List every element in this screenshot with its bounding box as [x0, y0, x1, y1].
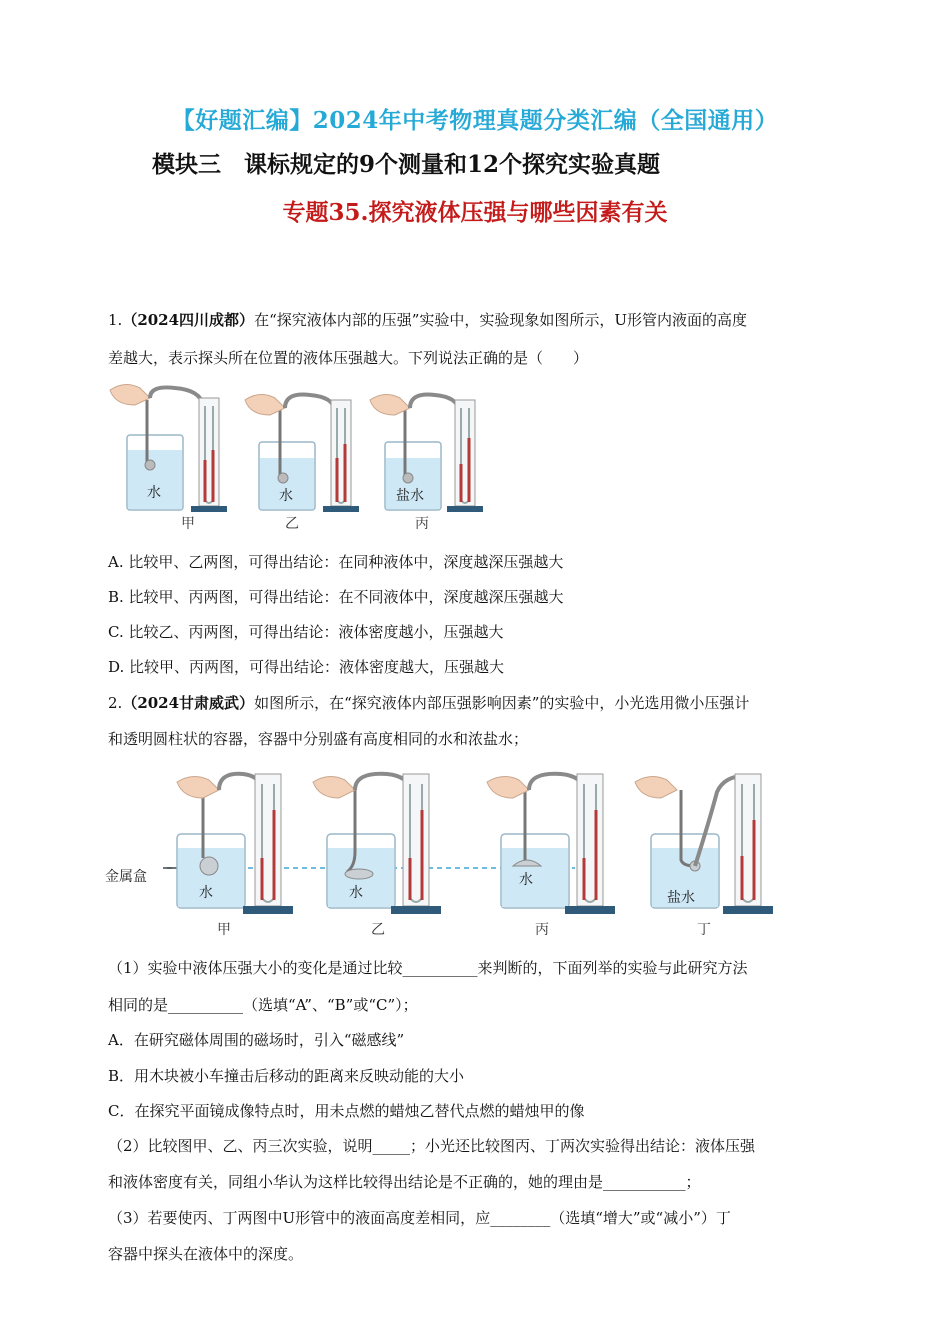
q1-number: 1.	[108, 311, 123, 329]
q1-panel-jia	[110, 384, 227, 532]
q1-figure	[105, 380, 505, 540]
q1-option-b: B. 比较甲、丙两图，可得出结论：在不同液体中，深度越深压强越大	[108, 588, 564, 606]
q2-panel-ding	[635, 774, 773, 938]
q1-option-c: C. 比较乙、丙两图，可得出结论：液体密度越小，压强越大	[108, 623, 504, 641]
q1-liquid-bing: 盐水	[396, 488, 424, 504]
q2-option-a: A．在研究磁体周围的磁场时，引入“磁感线”	[108, 1031, 405, 1049]
q1-panel-bing	[370, 394, 483, 532]
q2-source: （2024甘肃威武）	[122, 694, 255, 712]
q2-label-jia: 甲	[217, 922, 231, 938]
q2-figure	[105, 762, 825, 947]
q1-label-jia: 甲	[181, 516, 195, 532]
q1-label-yi: 乙	[285, 516, 299, 532]
module-title: 模块三 课标规定的9个测量和12个探究实验真题	[152, 151, 661, 178]
q2-panel-yi	[313, 774, 441, 938]
q2-stem-line1	[108, 693, 848, 713]
q2-stem-line2: 和透明圆柱状的容器，容器中分别盛有高度相同的水和浓盐水；	[108, 730, 529, 748]
q1-liquid-yi: 水	[279, 488, 293, 504]
q2-option-b: B．用木块被小车撞击后移动的距离来反映动能的大小	[108, 1067, 465, 1085]
metal-box-callout: 金属盒	[105, 869, 147, 885]
q2-label-bing: 丙	[535, 922, 549, 938]
q2-liquid-bing: 水	[519, 872, 533, 888]
q1-label-bing: 丙	[415, 516, 429, 532]
q1-source: （2024四川成都）	[122, 311, 255, 329]
q2-number: 2.	[108, 694, 123, 712]
collection-title: 【好题汇编】2024年中考物理真题分类汇编（全国通用）	[171, 107, 779, 134]
q2-line-7: 和液体密度有关，同组小华认为这样比较得出结论是不正确的，她的理由是___________；	[108, 1173, 701, 1191]
q2-panel-bing	[487, 774, 615, 938]
q2-line-8: （3）若要使丙、丁两图中U形管中的液面高度差相同，应________（选填“增大”或“减小”）丁	[108, 1209, 731, 1227]
topic-title: 专题35.探究液体压强与哪些因素有关	[282, 199, 668, 226]
q1-text-a: 在“探究液体内部的压强”实验中，实验现象如图所示，U形管内液面的高度	[254, 311, 748, 329]
q2-line-6: （2）比较图甲、乙、丙三次实验，说明_____；小光还比较图丙、丁两次实验得出结论：液体压强	[108, 1137, 756, 1155]
q2-panel-jia	[177, 774, 293, 938]
q2-liquid-jia: 水	[199, 885, 213, 901]
q1-stem-line2: 差越大，表示探头所在位置的液体压强越大。下列说法正确的是（ ）	[108, 349, 589, 367]
q1-panel-yi	[245, 394, 359, 532]
q2-text-a: 如图所示，在“探究液体内部压强影响因素”的实验中，小光选用微小压强计	[254, 694, 750, 712]
q2-liquid-yi: 水	[349, 885, 363, 901]
q1-option-d: D. 比较甲、丙两图，可得出结论：液体密度越大，压强越大	[108, 658, 505, 676]
q2-label-yi: 乙	[371, 922, 385, 938]
q2-liquid-ding: 盐水	[667, 890, 695, 906]
q1-liquid-jia: 水	[147, 485, 161, 501]
q2-label-ding: 丁	[697, 922, 711, 938]
q2-line-2: 相同的是__________（选填“A”、“B”或“C”）；	[108, 996, 418, 1014]
q1-stem-line1	[108, 310, 848, 330]
q2-option-c: C．在探究平面镜成像特点时，用未点燃的蜡烛乙替代点燃的蜡烛甲的像	[108, 1102, 585, 1120]
q2-line-1: （1）实验中液体压强大小的变化是通过比较__________来判断的，下面列举的实验与此研究方法	[108, 959, 748, 977]
q1-option-a: A. 比较甲、乙两图，可得出结论：在同种液体中，深度越深压强越大	[108, 553, 564, 571]
q2-line-9: 容器中探头在液体中的深度。	[108, 1245, 304, 1263]
